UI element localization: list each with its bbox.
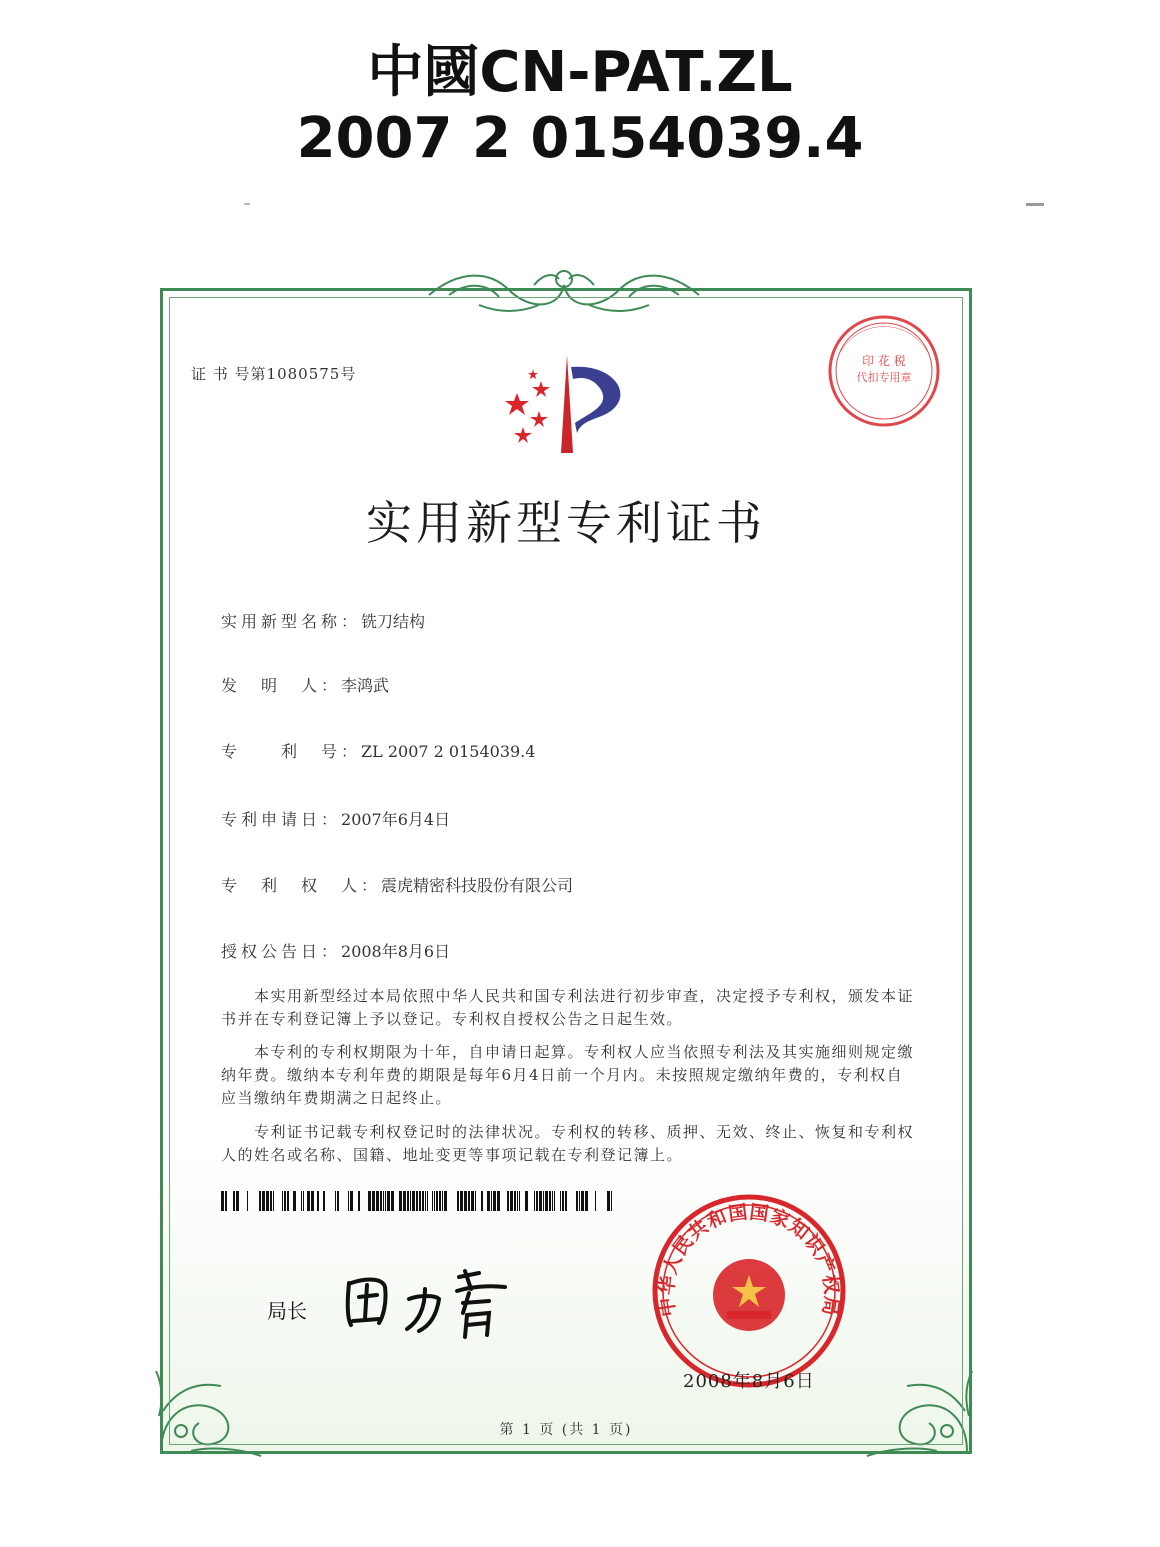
signatory-title: 局长 [267,1299,307,1323]
field-value: ZL 2007 2 0154039.4 [361,742,536,761]
page-number: 第 1 页 (共 1 页) [499,1422,633,1438]
tax-stamp-seal [819,311,949,431]
bottom-right-ornament [857,1351,977,1461]
patent-certificate [160,288,972,1454]
certificate-number: 证 书 号第1080575号 [191,365,357,383]
field-label: 专利申请日： [221,810,342,829]
paragraph-term-statement: 本专利的专利权期限为十年，自申请日起算。专利权人应当依照专利法及其实施细则规定缴纳年费。缴纳本专利年费的期限是每年6月4日前一个月内。未按照规定缴纳年费的，专利权自应当缴纳年费期满之日起终止。 [221,1043,915,1107]
field-value: 2008年8月6日 [341,942,451,961]
paragraph-grant-statement: 本实用新型经过本局依照中华人民共和国专利法进行初步审查，决定授予专利权，颁发本证书并在专利登记簿上予以登记。专利权自授权公告之日起生效。 [221,987,915,1028]
field-patentee [221,873,573,896]
scan-mark-right [1026,203,1044,206]
sipo-official-seal [649,1191,849,1391]
field-label: 发 明 人： [221,676,342,695]
top-ornament [419,265,709,315]
field-inventor [221,673,389,696]
field-value: 2007年6月4日 [341,810,451,829]
field-value: 震虎精密科技股份有限公司 [381,876,574,895]
scan-mark-left [244,203,250,205]
header-patent-number: 2007 2 0154039.4 [296,106,864,171]
field-label: 专 利 号： [221,742,362,761]
bottom-left-ornament [151,1351,271,1461]
svg-text:印 花 税: 印 花 税 [862,354,906,368]
field-utility-model-name [221,609,425,632]
field-patent-number [221,739,535,762]
field-value: 铣刀结构 [361,612,426,631]
sipo-emblem-icon [489,353,639,463]
field-application-date [221,807,450,830]
certificate-title: 实用新型专利证书 [366,496,766,550]
field-grant-date [221,939,450,962]
svg-text:代扣专用章: 代扣专用章 [856,371,912,384]
paragraph-legal-status: 专利证书记载专利权登记时的法律状况。专利权的转移、质押、无效、终止、恢复和专利权人的姓名或名称、国籍、地址变更等事项记载在专利登记簿上。 [221,1123,915,1164]
header-title: 中國CN-PAT.ZL [367,40,793,105]
page-header [0,40,1160,172]
barcode [219,1191,619,1211]
director-signature [339,1263,519,1343]
field-value: 李鸿武 [341,676,390,695]
seal-date: 2008年8月6日 [683,1371,815,1392]
field-label: 专 利 权 人： [221,876,382,895]
svg-text:中华人民共和国国家知识产权局: 中华人民共和国国家知识产权局 [655,1201,843,1318]
field-label: 授权公告日： [221,942,342,961]
field-label: 实用新型名称： [221,612,362,631]
